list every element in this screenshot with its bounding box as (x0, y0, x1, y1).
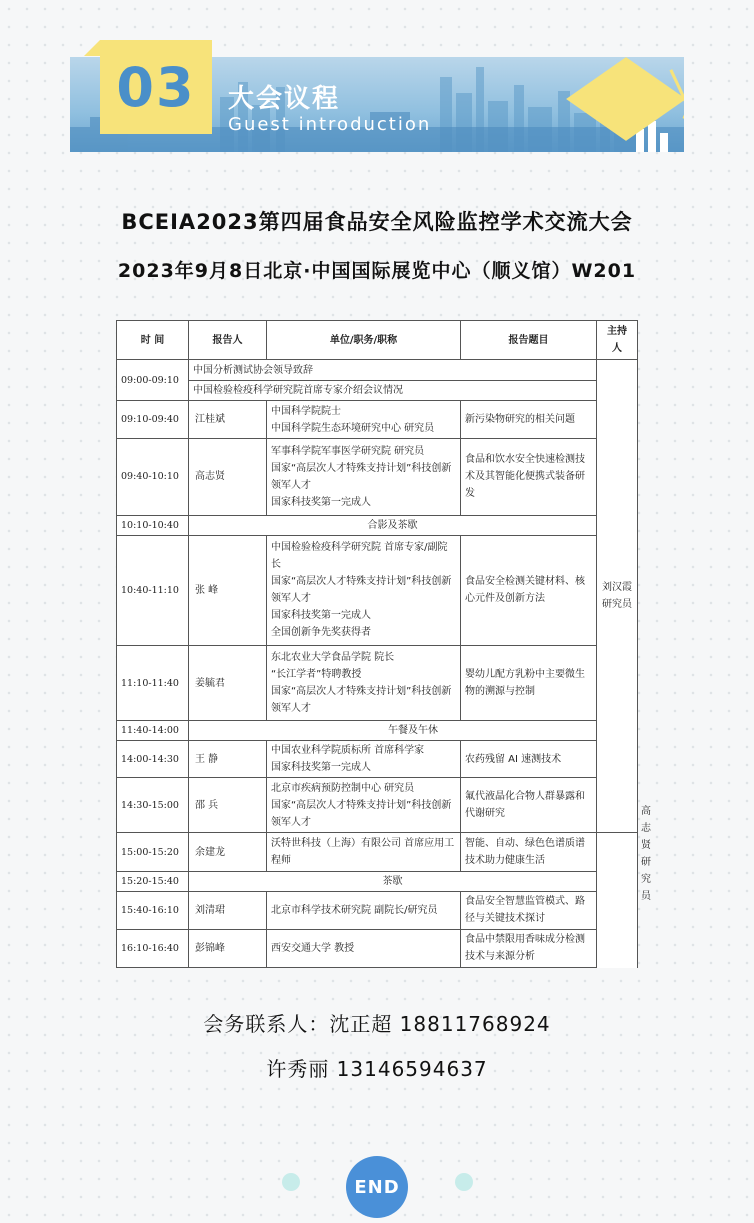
row-time: 09:10-09:40 (117, 401, 189, 439)
break-label: 午餐及午休 (189, 721, 638, 741)
row-speaker: 邵 兵 (189, 778, 267, 833)
row-speaker: 余建龙 (189, 833, 267, 871)
row-speaker: 刘清珺 (189, 891, 267, 929)
header-topic: 报告题目 (461, 321, 597, 360)
row-time: 15:40-16:10 (117, 891, 189, 929)
row-time: 10:10-10:40 (117, 515, 189, 535)
header-time: 时 间 (117, 321, 189, 360)
host-morning: 刘汉霞研究员 (597, 360, 638, 833)
row-time: 11:10-11:40 (117, 645, 189, 720)
unit-line: 中国检验检疫科学研究院 首席专家/副院长 (271, 542, 448, 571)
unit-line: 中国科学院生态环境研究中心 研究员 (271, 422, 435, 434)
table-row (117, 778, 638, 833)
table-row (117, 439, 638, 515)
unit-line: 全国创新争先奖获得者 (271, 627, 371, 639)
row-topic: 智能、自动、绿色色谱质谱技术助力健康生活 (461, 833, 597, 871)
row-topic: 食品中禁限用香味成分检测技术与来源分析 (461, 929, 597, 967)
unit-line: 国家科技奖第一完成人 (271, 762, 371, 774)
row-topic: 婴幼儿配方乳粉中主要微生物的溯源与控制 (461, 645, 597, 720)
table-row (117, 381, 638, 401)
row-time: 15:20-15:40 (117, 871, 189, 891)
break-label: 合影及茶歇 (189, 515, 597, 535)
row-topic: 食品和饮水安全快速检测技术及其智能化便携式装备研发 (461, 439, 597, 515)
table-row (117, 360, 638, 381)
table-row-break (117, 721, 638, 741)
row-speaker: 王 静 (189, 741, 267, 778)
table-row (117, 535, 638, 645)
row-time: 11:40-14:00 (117, 721, 189, 741)
conference-title: BCEIA2023第四届食品安全风险监控学术交流大会 (121, 210, 633, 234)
section-subtitle: Guest introduction (228, 114, 432, 135)
row-topic: 食品安全智慧监管模式、路径与关键技术探讨 (461, 891, 597, 929)
table-row: 14:00-14:30 王 静 中国农业科学院质标所 首席科学家 国家科技奖第一完成人 农药残留 AI 速测技术 高志贤研究员 (117, 741, 638, 778)
row-unit (267, 741, 461, 778)
row-unit (267, 778, 461, 833)
header-host: 主持人 (597, 321, 638, 360)
unit-line: 国家“高层次人才特殊支持计划”科技创新领军人才 (271, 462, 452, 491)
decorative-dot (282, 1173, 300, 1191)
row-time: 15:00-15:20 (117, 833, 189, 871)
unit-line: 国家科技奖第一完成人 (271, 610, 371, 622)
row-time: 09:00-09:10 (117, 360, 189, 401)
row-time: 16:10-16:40 (117, 929, 189, 967)
row-speaker: 江桂斌 (189, 401, 267, 439)
table-row (117, 833, 638, 871)
row-topic: 食品安全检测关键材料、核心元件及创新方法 (461, 535, 597, 645)
row-item: 中国分析测试协会领导致辞 (189, 360, 597, 381)
row-unit (267, 401, 461, 439)
unit-line: 中国科学院院士 (271, 405, 341, 417)
unit-line: 国家科技奖第一完成人 (271, 496, 371, 508)
section-number: 03 (100, 40, 212, 134)
row-unit: 沃特世科技（上海）有限公司 首席应用工程师 (267, 833, 461, 871)
row-time: 14:00-14:30 (117, 741, 189, 778)
row-item: 中国检验检疫科学研究院首席专家介绍会议情况 (189, 381, 597, 401)
agenda-table (116, 320, 651, 968)
table-row-break (117, 515, 638, 535)
contact-primary: 会务联系人：沈正超 18811768924 (203, 1012, 551, 1036)
unit-line: 中国农业科学院质标所 首席科学家 (271, 745, 425, 757)
section-title: 大会议程 (228, 84, 341, 114)
unit-line: 北京市疾病预防控制中心 研究员 (271, 782, 415, 794)
unit-line: 东北农业大学食品学院 院长 (271, 652, 395, 664)
table-row (117, 929, 638, 967)
unit-line: 国家“高层次人才特殊支持计划”科技创新领军人才 (271, 799, 452, 828)
row-unit: 西安交通大学 教授 (267, 929, 461, 967)
decorative-dot (455, 1173, 473, 1191)
conference-date-venue: 2023年9月8日北京·中国国际展览中心（顺义馆）W201 (117, 260, 637, 282)
row-unit (267, 535, 461, 645)
row-unit (267, 439, 461, 515)
table-row (117, 891, 638, 929)
contact-secondary: 许秀丽 13146594637 (266, 1057, 488, 1081)
table-row (117, 645, 638, 720)
row-speaker: 张 峰 (189, 535, 267, 645)
row-time: 14:30-15:00 (117, 778, 189, 833)
row-topic: 农药残留 AI 速测技术 (461, 741, 597, 778)
unit-line: 军事科学院军事医学研究院 研究员 (271, 445, 425, 457)
row-unit (267, 645, 461, 720)
row-unit: 北京市科学技术研究院 副院长/研究员 (267, 891, 461, 929)
unit-line: “长江学者”特聘教授 (271, 669, 362, 681)
end-badge: END (346, 1156, 408, 1218)
row-time: 10:40-11:10 (117, 535, 189, 645)
table-row-break (117, 871, 638, 891)
table-header-row (117, 321, 638, 360)
row-speaker: 高志贤 (189, 439, 267, 515)
unit-line: 国家“高层次人才特殊支持计划”科技创新领军人才 (271, 576, 452, 605)
table-row (117, 401, 638, 439)
row-speaker: 姜毓君 (189, 645, 267, 720)
break-label: 茶歇 (189, 871, 597, 891)
header-speaker: 报告人 (189, 321, 267, 360)
row-topic: 氟代液晶化合物人群暴露和代谢研究 (461, 778, 597, 833)
row-topic: 新污染物研究的相关问题 (461, 401, 597, 439)
header-unit: 单位/职务/职称 (267, 321, 461, 360)
decorative-triangle (84, 40, 100, 56)
row-speaker: 彭锦峰 (189, 929, 267, 967)
row-time: 09:40-10:10 (117, 439, 189, 515)
unit-line: 国家“高层次人才特殊支持计划”科技创新领军人才 (271, 686, 452, 715)
